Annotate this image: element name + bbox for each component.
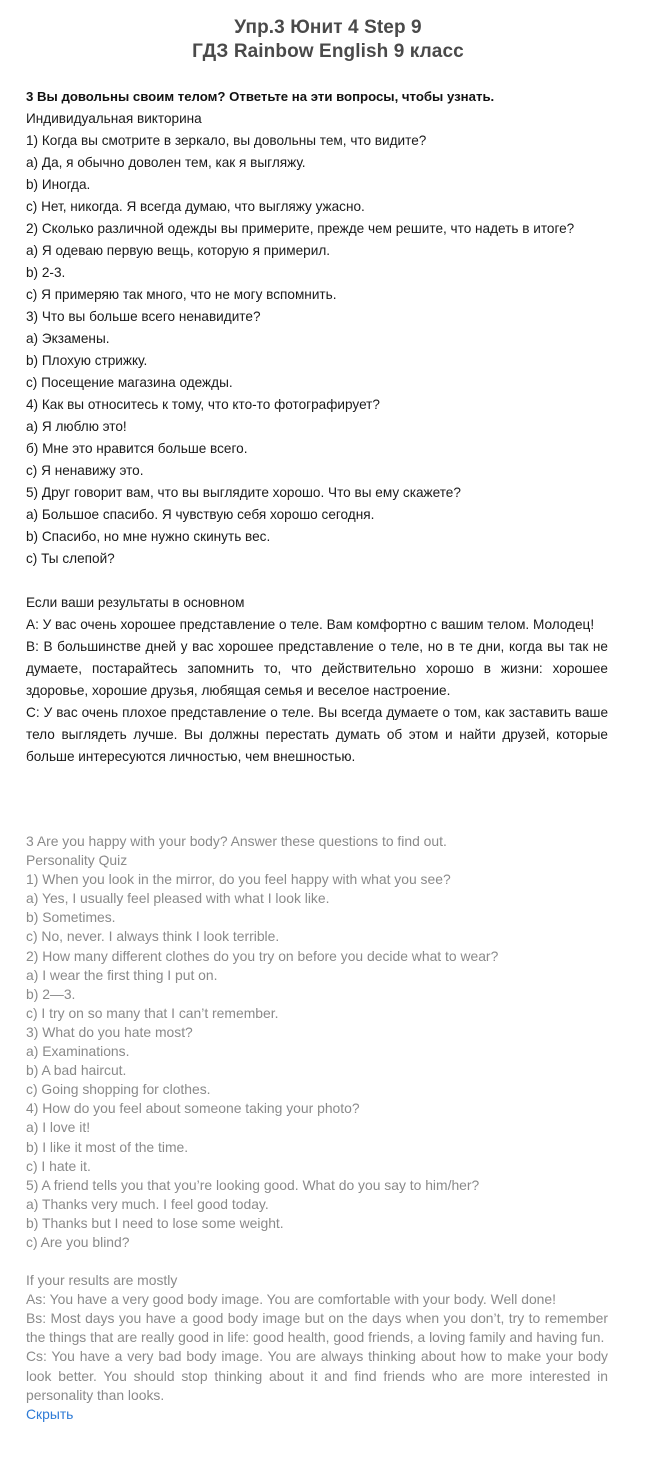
en-answer-3b: b) A bad haircut. — [26, 1062, 127, 1079]
en-answer-1a: a) Yes, I usually feel pleased with what I look like. — [26, 890, 330, 907]
russian-translation — [26, 86, 608, 768]
hide-link[interactable]: Скрыть — [26, 1405, 74, 1422]
ru-heading: 3 Вы довольны своим телом? Ответьте на эти вопросы, чтобы узнать. — [26, 89, 495, 104]
ru-answer-1c: с) Нет, никогда. Я всегда думаю, что выгляжу ужасно. — [26, 199, 365, 214]
ru-answer-2b: b) 2-3. — [26, 265, 66, 280]
ru-answer-3b: b) Плохую стрижку. — [26, 353, 148, 368]
en-result-a: As: You have a very good body image. You are comfortable with your body. Well done! — [26, 1291, 556, 1308]
en-question-1: 1) When you look in the mirror, do you feel happy with what you see? — [26, 871, 451, 888]
ru-answer-4b: б) Мне это нравится больше всего. — [26, 441, 248, 456]
ru-question-4: 4) Как вы относитесь к тому, что кто-то фотографирует? — [26, 397, 380, 412]
ru-question-3: 3) Что вы больше всего ненавидите? — [26, 309, 261, 324]
en-question-5: 5) A friend tells you that you’re looking good. What do you say to him/her? — [26, 1176, 480, 1193]
en-answer-3c: c) Going shopping for clothes. — [26, 1081, 211, 1098]
ru-answer-5c: с) Ты слепой? — [26, 551, 115, 566]
ru-answer-2c: с) Я примеряю так много, что не могу вспомнить. — [26, 287, 337, 302]
en-spacer — [26, 1252, 608, 1271]
english-original — [26, 832, 608, 1424]
en-question-2: 2) How many different clothes do you try on before you decide what to wear? — [26, 947, 499, 964]
ru-answer-3c: с) Посещение магазина одежды. — [26, 375, 233, 390]
ru-question-5: 5) Друг говорит вам, что вы выглядите хорошо. Что вы ему скажете? — [26, 485, 461, 500]
en-answer-2a: a) I wear the first thing I put on. — [26, 966, 218, 983]
ru-question-2: 2) Сколько различной одежды вы примерите, прежде чем решите, что надеть в итоге? — [26, 221, 575, 236]
en-question-4: 4) How do you feel about someone taking your photo? — [26, 1100, 360, 1117]
page-title: Упр.3 Юнит 4 Step 9 — [234, 17, 422, 38]
ru-answer-3a: а) Экзамены. — [26, 331, 110, 346]
en-result-b: Bs: Most days you have a good body image but on the days when you don’t, try to remember the things that are really good in life: good health, good friends, a loving family and having fun. — [26, 1310, 608, 1346]
ru-answer-2a: а) Я одеваю первую вещь, которую я примерил. — [26, 243, 331, 258]
ru-answer-1b: b) Иногда. — [26, 177, 91, 192]
ru-answer-1a: а) Да, я обычно доволен тем, как я выгляжу. — [26, 155, 306, 170]
page-subtitle: ГДЗ Rainbow English 9 класс — [192, 41, 464, 62]
en-result-c: Cs: You have a very bad body image. You are always thinking about how to make your body look better. You should stop thinking about it and find friends who are more interested in personality than looks. — [26, 1348, 608, 1403]
en-results-intro: If your results are mostly — [26, 1272, 178, 1289]
en-answer-5a: a) Thanks very much. I feel good today. — [26, 1195, 269, 1212]
en-answer-2c: c) I try on so many that I can’t remember. — [26, 1004, 279, 1021]
hide-row — [26, 1405, 608, 1424]
en-answer-1c: c) No, never. I always think I look terrible. — [26, 928, 280, 945]
ru-answer-5b: b) Спасибо, но мне нужно скинуть вес. — [26, 529, 271, 544]
ru-answer-4c: с) Я ненавижу это. — [26, 463, 144, 478]
en-answer-2b: b) 2—3. — [26, 985, 76, 1002]
ru-answer-5a: а) Большое спасибо. Я чувствую себя хорошо сегодня. — [26, 507, 375, 522]
en-question-3: 3) What do you hate most? — [26, 1023, 193, 1040]
en-answer-3a: a) Examinations. — [26, 1043, 130, 1060]
en-answer-1b: b) Sometimes. — [26, 909, 116, 926]
en-answer-5c: c) Are you blind? — [26, 1233, 130, 1250]
ru-results-intro: Если ваши результаты в основном — [26, 595, 245, 610]
ru-spacer — [26, 570, 608, 592]
ru-question-1: 1) Когда вы смотрите в зеркало, вы довольны тем, что видите? — [26, 133, 427, 148]
en-answer-4b: b) I like it most of the time. — [26, 1138, 189, 1155]
ru-result-a: А: У вас очень хорошее представление о теле. Вам комфортно с вашим телом. Молодец! — [26, 617, 595, 632]
en-heading: 3 Are you happy with your body? Answer these questions to find out. — [26, 833, 447, 849]
ru-answer-4a: а) Я люблю это! — [26, 419, 127, 434]
en-quiz-title: Personality Quiz — [26, 852, 128, 869]
ru-result-b: В: В большинстве дней у вас хорошее представление о теле, но в те дни, когда вы так не думаете, постарайтесь запомнить то, что действительно хорошо в жизни: хорошее здоровье, хорошие друзья, любящая семья и веселое настроение. — [26, 639, 608, 698]
ru-result-c: С: У вас очень плохое представление о теле. Вы всегда думаете о том, как заставить ваше тело выглядеть лучше. Вы должны перестать думать об этом и найти друзей, которые больше интересуются личностью, чем внешностью. — [26, 705, 608, 764]
en-answer-4c: c) I hate it. — [26, 1157, 91, 1174]
en-answer-4a: a) I love it! — [26, 1119, 91, 1136]
en-answer-5b: b) Thanks but I need to lose some weight. — [26, 1214, 284, 1231]
ru-quiz-title: Индивидуальная викторина — [26, 111, 202, 126]
